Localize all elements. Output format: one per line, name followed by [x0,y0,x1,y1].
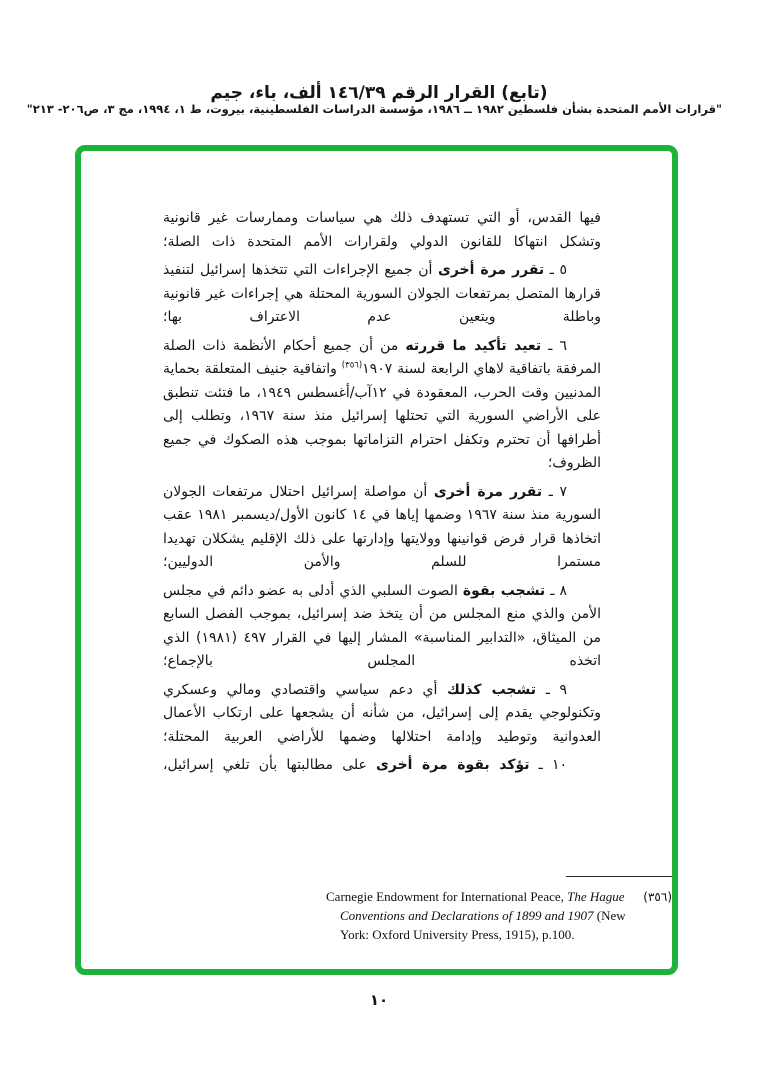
resolution-text [163,207,601,783]
paragraph-text: أن مواصلة إسرائيل احتلال مرتفعات الجولان السورية منذ سنة ١٩٦٧ وضمها إياها في ١٤ كانون الأول/ديسمبر ١٩٨١ عقب اتخاذها قرار فرض قوانينها وولايتها وإدارتها على ذلك الإقليم يشكلان تهديدا مستمرا للسلم والأمن الدوليين؛ [163,483,601,570]
operative-phrase: تشجب كذلك [447,681,537,698]
footnote-separator [566,876,672,877]
footnote-text-end: (New York: Oxford University Press, 1915), p.100. [340,908,626,942]
paragraph [163,754,601,778]
paragraph-text: الصوت السلبي الذي أدلى به عضو دائم في مجلس الأمن والذي منع المجلس من أن يتخذ ضد إسرائيل، بموجب الفصل السابع من الميثاق، «التدابير المناسبة» المشار إليها في القرار ٤٩٧ (١٩٨١) الذي اتخذه المجلس بالإجماع؛ [163,582,601,669]
paragraph-text: من أن جميع أحكام الأنظمة ذات الصلة المرفقة باتفاقية لاهاي الرابعة لسنة ١٩٠٧ [163,337,601,377]
paragraph-text: ٥ ـ [544,262,567,278]
footnote [326,876,672,944]
footnote-marker: (٣٥٦) [643,890,672,904]
paragraph-text: على مطالبتها بأن تلغي إسرائيل، [163,757,377,773]
footnote-text [326,887,636,944]
operative-phrase: تؤكد بقوة مرة أخرى [376,757,530,773]
paragraph-text: فيها القدس، أو التي تستهدف ذلك هي سياسات وممارسات غير قانونية وتشكل انتهاكا للقانون الدولي ولقرارات الأمم المتحدة ذات الصلة؛ [163,210,601,250]
paragraph-text: أي دعم سياسي واقتصادي ومالي وعسكري وتكنولوجي يقدم إلى إسرائيل، من شأنه أن يشجعها على ارتكاب الأعمال العدوانية وتوطيد وإدامة احتلالها وضمها للأراضي العربية المحتلة؛ [163,681,601,745]
paragraph-text: ٨ ـ [545,582,567,599]
page-number: ١٠ [369,991,389,1009]
operative-phrase: تعيد تأكيد ما قررته [405,337,542,354]
paragraph-text: ١٠ ـ [529,757,567,773]
paragraph [163,207,601,254]
page-title: (تابع) القرار الرقم ١٤٦/٣٩ ألف، باء، جيم [210,83,548,104]
paragraph-text: ٩ ـ [536,681,567,698]
paragraph-text: واتفاقية جنيف المتعلقة بحماية المدنيين وقت الحرب، المعقودة في ١٢آب/أغسطس ١٩٤٩، ما فتئت تنطبق على الأراضي السورية التي تحتلها إسرائيل منذ سنة ١٩٦٧، وتطلب إلى أطرافها أن تحترم وتكفل احترام التزاماتها بموجب هذه الصكوك في جميع الظروف؛ [163,361,602,471]
footnote-text-start: Carnegie Endowment for International Peace, [326,889,568,904]
paragraph [163,580,601,674]
operative-phrase: تقرر مرة أخرى [438,262,545,278]
paragraph [163,335,601,476]
page-subtitle: "قرارات الأمم المتحدة بشأن فلسطين ١٩٨٢ ــ ١٩٨٦، مؤسسة الدراسات الفلسطينية، بيروت، ط ١، ١٩٩٤، مج ٣، ص٢٠٦- ٢١٣" [26,102,722,116]
paragraph-text: أن جميع الإجراءات التي تتخذها إسرائيل لتنفيذ قرارها المتصل بمرتفعات الجولان السورية المحتلة هي إجراءات غير قانونية وباطلة ويتعين عدم الاعتراف بها؛ [163,262,601,325]
operative-phrase: تشجب بقوة [462,582,546,599]
footnote-italic-title: The Hague Conventions and Declarations of 1899 and 1907 [340,889,625,923]
paragraph-text: ٧ ـ [542,483,567,500]
operative-phrase: تقرر مرة أخرى [433,483,543,500]
paragraph-text: ٦ ـ [541,337,567,354]
paragraph [163,481,601,575]
footnote-reference: (٣٥٦) [341,360,363,371]
paragraph [163,259,601,330]
paragraph [163,679,601,750]
